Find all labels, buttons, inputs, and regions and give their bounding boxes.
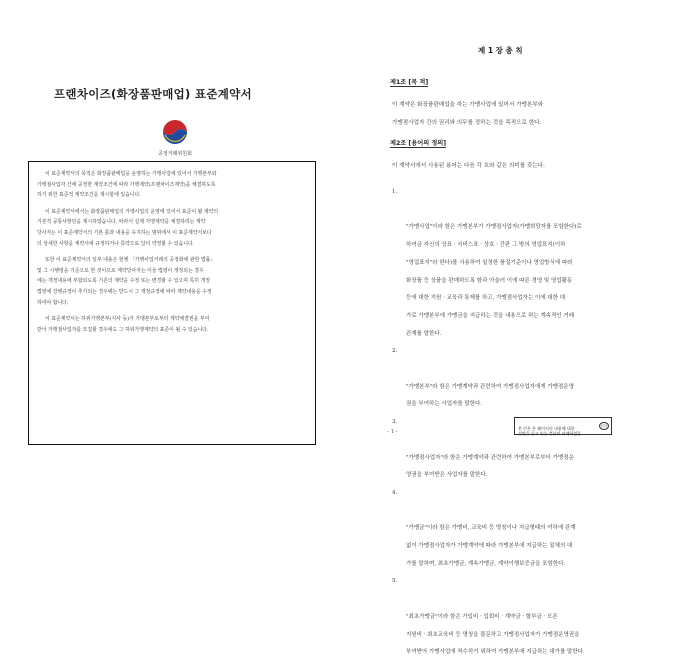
article-1-title-text: 제1조 [목 적] — [390, 79, 429, 86]
notice-paragraph: 이 표준계약서에서는 화장품판매업의 가맹사업의 운영에 있어서 표준이 될 계약의 기본적 공통사항만을 제시하였습니다. 따라서 실제 가맹계약을 체결하려는 계약 당사자는 이 표준계약서의 기본 틀과 내용을 유지하는 범위에서 이 표준계약서보다 더 상세한 사항을 계약서에 규정하거나 특약으로 달리 약정할 수 있습니다. — [37, 208, 219, 247]
emblem-caption: 공정거래위원회 — [158, 151, 192, 157]
list-item — [392, 184, 660, 343]
list-item — [392, 573, 660, 662]
article-2-intro: 이 계약서에서 사용된 용어는 다음 각 호와 같은 의미를 갖는다. — [392, 163, 545, 169]
item-text: "가맹본부"라 함은 가맹계약과 관련하여 가맹점사업자에게 가맹점운영 권을 부여하는 사업자를 말한다. — [406, 383, 574, 408]
article-2-title-text: 제2조 [용어의 정의] — [390, 140, 447, 147]
page-number: - 1 - — [387, 429, 398, 435]
item-number: 5. — [392, 578, 398, 585]
seal-mark: (인) — [600, 424, 608, 428]
confirmation-stamp — [514, 417, 612, 435]
item-text: "가맹사업"이라 함은 가맹본부가 가맹점사업자(가맹희망자를 포함한다)로 하여금 자신의 상표 · 서비스표 · 상호 · 간판 그 밖의 영업표지(이하 "영업표지"라 한다)를 사용하여 일정한 품질기준이나 영업방식에 따라 화장품 등 상품을 판매하도록 함과 아울러 이에 따른 경영 및 영업활동 등에 대한 지원 · 교육과 통제를 하고, 가맹점사업자는 이에 대한 대 가로 가맹본부에 가맹금을 지급하는 것을 내용으로 하는 계속적인 거래 관계를 말한다. — [406, 224, 582, 337]
content-page — [340, 0, 680, 656]
item-number: 4. — [392, 489, 398, 496]
article-2-title — [390, 138, 446, 147]
item-text: "가맹점사업자"라 함은 가맹계약과 관련하여 가맹본부로부터 가맹점운 영권을 부여받은 사업자를 말한다. — [406, 454, 574, 479]
stamp-text: 본 인은 본 페이지의 내용에 대한 설명을 듣고 이를 충분히 이해하였음 — [518, 426, 582, 436]
article-1-title — [390, 77, 428, 86]
notice-paragraph: 이 표준계약서는 하위가맹본부(지사 등)가 가맹본부로부터 계약체결권을 부여 받아 가맹점사업자를 모집할 경우에도 그 하위가맹계약의 표준이 될 수 있습니다. — [37, 316, 210, 333]
item-number: 2. — [392, 348, 398, 355]
item-number: 1. — [392, 189, 398, 195]
notice-box — [28, 161, 316, 445]
item-number: 3. — [392, 419, 398, 426]
item-text: "최초가맹금"이라 함은 가입비 · 입회비 · 계약금 · 할부금 · 오픈 지원비 · 최초교육비 등 명칭을 불문하고 가맹점사업자가 가맹점운영권을 부여받아 가맹사업에 착수하기 위하여 가맹본부에 지급하는 대가를 말한다. — [406, 613, 585, 656]
notice-paragraph: 이 표준계약서의 목적은 화장품판매업을 운영하는 가맹사업에 있어서 가맹본부와 가맹점사업자 간에 공정한 계약조건에 따라 가맹계약(프랜차이즈계약)을 체결하도록 하기 위한 표준적 계약조건을 제시함에 있습니다. — [37, 171, 217, 199]
item-text: "가맹금"이라 함은 가맹비, 교육비 등 명칭이나 지급형태의 여하에 관계 없이 가맹점사업자가 가맹계약에 따라 가맹본부에 지급하는 일체의 대 가를 말하며, 최초가맹금, 계속가맹금, 계약이행보증금을 포함한다. — [406, 525, 576, 567]
list-item — [392, 343, 660, 414]
list-item — [392, 485, 660, 574]
chapter-title: 제 1 장 총 칙 — [478, 46, 523, 55]
contract-title: 프랜차이즈(화장품판매업) 표준계약서 — [54, 87, 252, 101]
notice-paragraph: 또한 이 표준계약서의 일부 내용은 현행 「가맹사업거래의 공정화에 관한 법률」 및 그 시행령을 기준으로 한 것이므로 계약당사자는 이들 법령이 개정되는 경우 에는 개정내용에 부합되도록 기존의 계약을 수정 또는 변경할 수 있으며 특히 개정 법령에 강행규정이 추가되는 경우에는 반드시 그 개정규정에 따라 계약내용을 수정 하여야 합니다. — [37, 257, 216, 306]
ftc-emblem-icon — [160, 117, 190, 147]
cover-page — [0, 0, 340, 481]
article-1-body: 이 계약은 화장품판매업을 하는 가맹사업에 있어서 가맹본부와 가맹점사업자 간의 권리와 의무를 정하는 것을 목적으로 한다. — [392, 102, 544, 126]
